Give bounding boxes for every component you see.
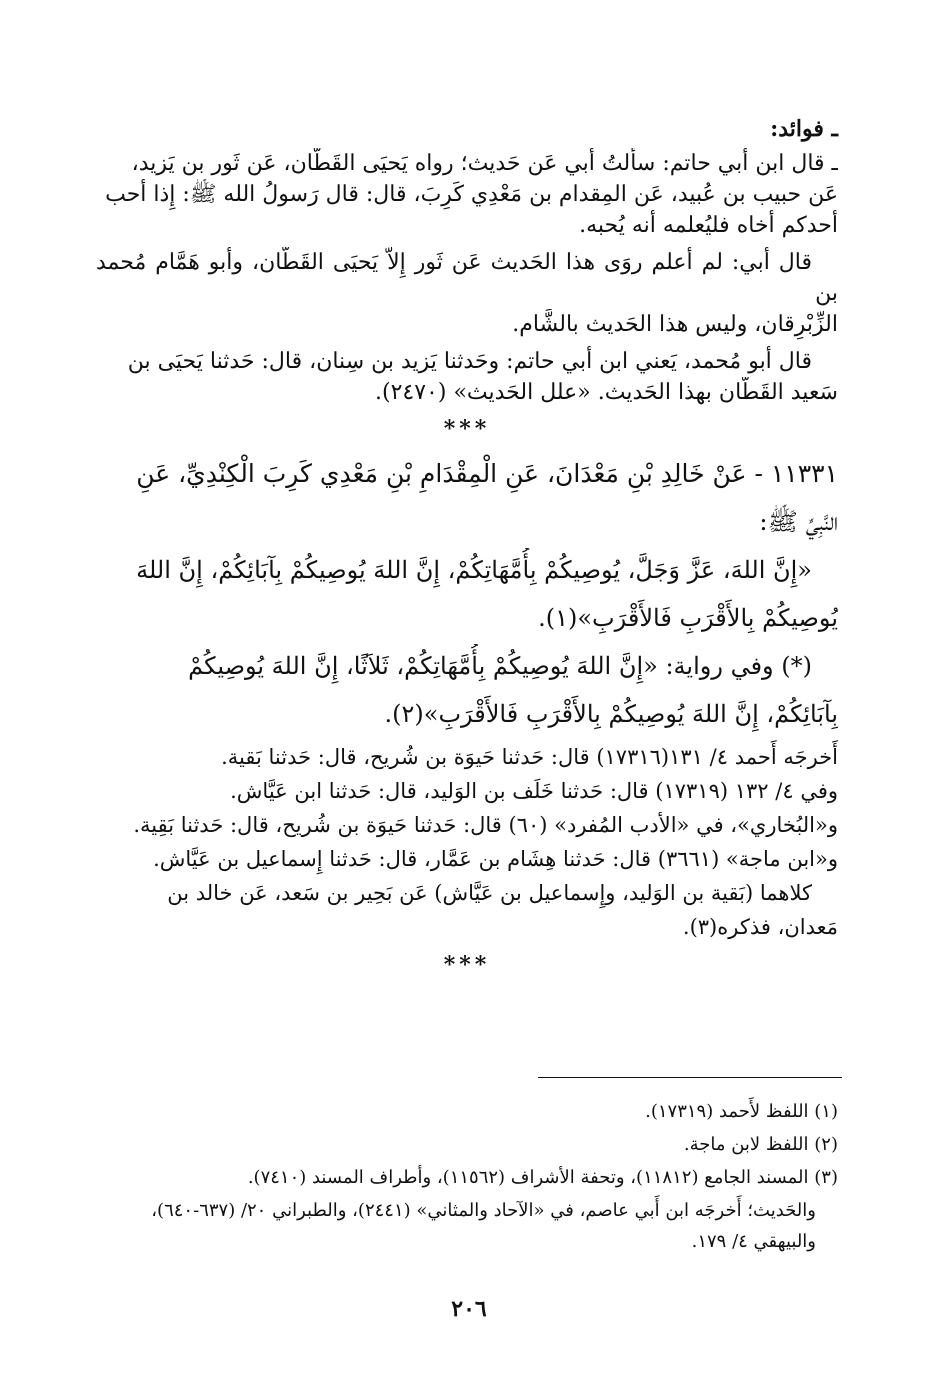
- footnote-3: (٣) المسند الجامع (١١٨١٢)، وتحفة الأشراف (١١٥٦٢)، وأطراف المسند (٧٤١٠).: [247, 1167, 838, 1188]
- hadith-isnad-line: النَّبِيِّ ﷺ:: [759, 507, 838, 536]
- page-body: [96, 112, 838, 988]
- footnote-divider: [538, 1077, 842, 1078]
- takhrij-summary-line: كلاهما (بَقية بن الوَليد، وإِسماعيل بن عَيَّاش) عَن بَحِير بن سَعد، عَن خالد بن: [167, 881, 812, 905]
- text-line: الزِّبْرِقان، وليس هذا الحَديث بالشَّام.: [512, 312, 838, 337]
- footnote-3-continuation: والبيهقي ٤/ ١٧٩.: [691, 1231, 816, 1252]
- section-separator: ***: [443, 416, 491, 442]
- fawaid-paragraph-3: [96, 346, 838, 408]
- hadith-text-line: «إِنَّ اللهَ، عَزَّ وَجَلَّ، يُوصِيكُمْ بِأُمَّهَاتِكُمْ، إِنَّ اللهَ يُوصِيكُمْ بِآبَائِكُمْ، إِنَّ اللهَ: [136, 556, 812, 584]
- footnote-1: (١) اللفظ لأَحمد (١٧٣١٩).: [645, 1101, 838, 1122]
- text-line: سَعيد القَطَّان بهذا الحَديث. «علل الحَديث» (٢٤٧٠).: [375, 380, 838, 405]
- fawaid-paragraph-1: [96, 148, 838, 241]
- hadith-variant-line: (*) وفي رواية: «إِنَّ اللهَ يُوصِيكُمْ بِأُمَّهَاتِكُمْ، ثَلاَثًا، إِنَّ اللهَ يُوصِيكُمْ: [188, 652, 812, 680]
- hadith-variant-line: بِآبَائِكُمْ، إِنَّ اللهَ يُوصِيكُمْ بِالأَقْرَبِ فَالأَقْرَبِ»(٢).: [384, 700, 838, 728]
- hadith-isnad-line: ١١٣٣١ - عَنْ خَالِدِ بْنِ مَعْدَانَ، عَنِ الْمِقْدَامِ بْنِ مَعْدِي كَرِبَ الْكِنْدِيِّ، عَنِ: [136, 459, 838, 488]
- hadith-block: [96, 452, 838, 736]
- footnotes: [96, 1096, 838, 1257]
- text-line: قال أَبو مُحمد، يَعني ابن أَبي حاتم: وحَدثنا يَزيد بن سِنان، قال: حَدثنا يَحيَى بن: [127, 349, 812, 374]
- text-line: قال أَبي: لم أَعلم روَى هذا الحَديث عَن ثَور إِلاَّ يَحيَى القَطَّان، وأَبو هَمَّام مُحمد بن: [96, 250, 838, 306]
- text-line: عَن حبيب بن عُبيد، عَن المِقدام بن مَعْدِي كَرِبَ، قال: قال رَسولُ الله ﷺ: إِذا أَحب: [105, 182, 838, 207]
- takhrij-line: أَخرجَه أَحمد ٤/ ١٣١(١٧٣١٦) قال: حَدثنا حَيوَة بن شُريح، قال: حَدثنا بَقية.: [221, 745, 838, 769]
- takhrij-line: و«البُخاري»، في «الأدب المُفرد» (٦٠) قال: حَدثنا حَيوَة بن شُريح، قال: حَدثنا بَقِية.: [133, 813, 838, 837]
- footnote-2: (٢) اللفظ لابن ماجة.: [683, 1134, 838, 1155]
- text-line: ـ قال ابن أَبي حاتم: سأَلتُ أَبي عَن حَديث؛ رواه يَحيَى القَطَّان، عَن ثَور بن يَزيد،: [131, 151, 838, 176]
- takhrij-line: وفي ٤/ ١٣٢ (١٧٣١٩) قال: حَدثنا خَلَف بن الوَليد، قال: حَدثنا ابن عَيَّاش.: [230, 779, 838, 803]
- page-number: ٢٠٦: [451, 1296, 487, 1322]
- fawaid-paragraph-2: [96, 247, 838, 340]
- hadith-text-line: يُوصِيكُمْ بِالأَقْرَبِ فَالأَقْرَبِ»(١).: [538, 604, 838, 632]
- fawaid-heading: ـ فوائد:: [770, 116, 838, 142]
- takhrij-block: [96, 740, 838, 944]
- takhrij-line: و«ابن ماجة» (٣٦٦١) قال: حَدثنا هِشَام بن عَمَّار، قال: حَدثنا إِسماعيل بن عَيَّاش.: [153, 847, 838, 871]
- footnote-3-continuation: والحَديث؛ أَخرجَه ابن أَبي عاصم، في «الآحاد والمثاني» (٢٤٤١)، والطبراني ٢٠/ (٦٣٧-٦٤٠)،: [151, 1200, 816, 1221]
- section-separator: ***: [443, 952, 491, 978]
- takhrij-summary-line: مَعدان، فذكره(٣).: [682, 915, 838, 939]
- text-line: أَحدكم أَخاه فليُعلمه أَنه يُحبه.: [579, 213, 838, 238]
